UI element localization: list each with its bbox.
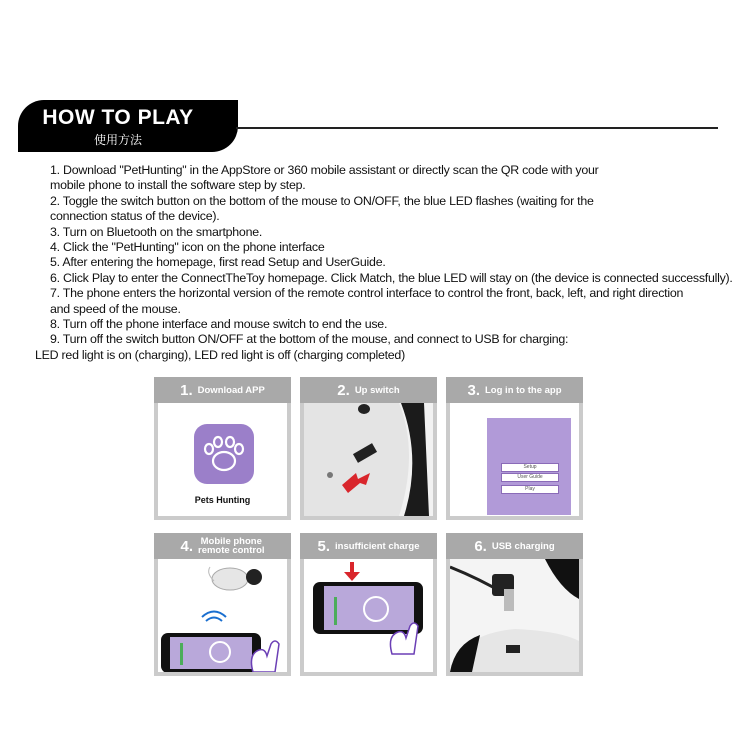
card-header [154, 533, 291, 559]
section-banner [18, 100, 238, 152]
card-label: insufficient charge [335, 540, 420, 552]
card-number: 1. [180, 381, 193, 399]
card-label-line: remote control [198, 545, 265, 556]
card-image [158, 403, 287, 516]
app-screen [487, 418, 571, 515]
step-item [50, 194, 740, 225]
card-image [304, 403, 433, 516]
card-download-app [154, 377, 291, 520]
step-item [50, 317, 740, 332]
step-text-continued: connection status of the device). [50, 209, 220, 224]
step-text: 1. Download "PetHunting" in the AppStore or 360 mobile assistant or directly scan the QR code with your [50, 163, 599, 177]
step-illustration-grid [154, 377, 596, 682]
card-label: USB charging [491, 540, 555, 552]
card-usb-charging [446, 533, 583, 676]
section-subtitle: 使用方法 [93, 133, 142, 147]
card-number: 3. [467, 381, 480, 399]
card-label: Download APP [197, 384, 265, 396]
menu-setup-button[interactable]: Setup [501, 463, 559, 472]
step-text: 3. Turn on Bluetooth on the smartphone. [50, 224, 263, 239]
instruction-list [35, 163, 740, 363]
card-mobile-remote [154, 533, 291, 676]
card-label [198, 537, 265, 555]
step-text-continued: and speed of the mouse. [50, 301, 181, 316]
step-text: 4. Click the "PetHunting" icon on the phone interface [50, 240, 325, 255]
usb-charging-illustration [450, 559, 579, 672]
card-header [300, 533, 437, 559]
step-text: 2. Toggle the switch button on the bottom of the mouse to ON/OFF, the blue LED flashes (waiting for the [50, 193, 594, 208]
card-header [300, 377, 437, 403]
step-item [50, 255, 740, 270]
step-item [50, 271, 740, 286]
card-image [450, 559, 579, 672]
step-text-continued: LED red light is on (charging), LED red light is off (charging completed) [35, 347, 405, 362]
card-label-line: Mobile phone [200, 536, 262, 547]
mouse-switch-illustration [304, 403, 433, 516]
card-insufficient-charge [300, 533, 437, 676]
card-label: Log in to the app [485, 384, 562, 396]
low-charge-illustration [304, 559, 433, 672]
step-item [50, 286, 740, 317]
card-label: Up switch [354, 384, 400, 396]
card-login-app [446, 377, 583, 520]
card-image [158, 559, 287, 672]
card-header [446, 377, 583, 403]
step-text: 6. Click Play to enter the ConnectTheToy homepage. Click Match, the blue LED will stay on (the device is connected successfully). [50, 270, 733, 285]
remote-control-illustration [158, 559, 287, 672]
step-item [50, 163, 740, 194]
step-text: 9. Turn off the switch button ON/OFF at the bottom of the mouse, and connect to USB for charging: [50, 332, 569, 347]
menu-play-button[interactable]: Play [501, 485, 559, 494]
card-image [304, 559, 433, 672]
step-item [50, 240, 740, 255]
card-number: 6. [474, 537, 487, 555]
card-header [154, 377, 291, 403]
step-text: 5. After entering the homepage, first read Setup and UserGuide. [50, 255, 386, 270]
section-title: HOW TO PLAY [42, 106, 194, 129]
step-item [50, 225, 740, 240]
card-number: 5. [317, 537, 331, 555]
divider-line [236, 127, 718, 129]
card-image [450, 403, 579, 516]
card-up-switch [300, 377, 437, 520]
card-number: 2. [337, 381, 350, 399]
app-name-label: Pets Hunting [194, 495, 251, 505]
menu-user-guide-button[interactable]: User Guide [501, 473, 559, 482]
card-header [446, 533, 583, 559]
card-number: 4. [180, 537, 193, 555]
step-item [35, 332, 740, 363]
step-text: 7. The phone enters the horizontal version of the remote control interface to control the front, back, left, and right direction [50, 286, 684, 301]
step-text-continued: mobile phone to install the software step by step. [50, 178, 306, 193]
step-text: 8. Turn off the phone interface and mouse switch to end the use. [50, 317, 388, 332]
